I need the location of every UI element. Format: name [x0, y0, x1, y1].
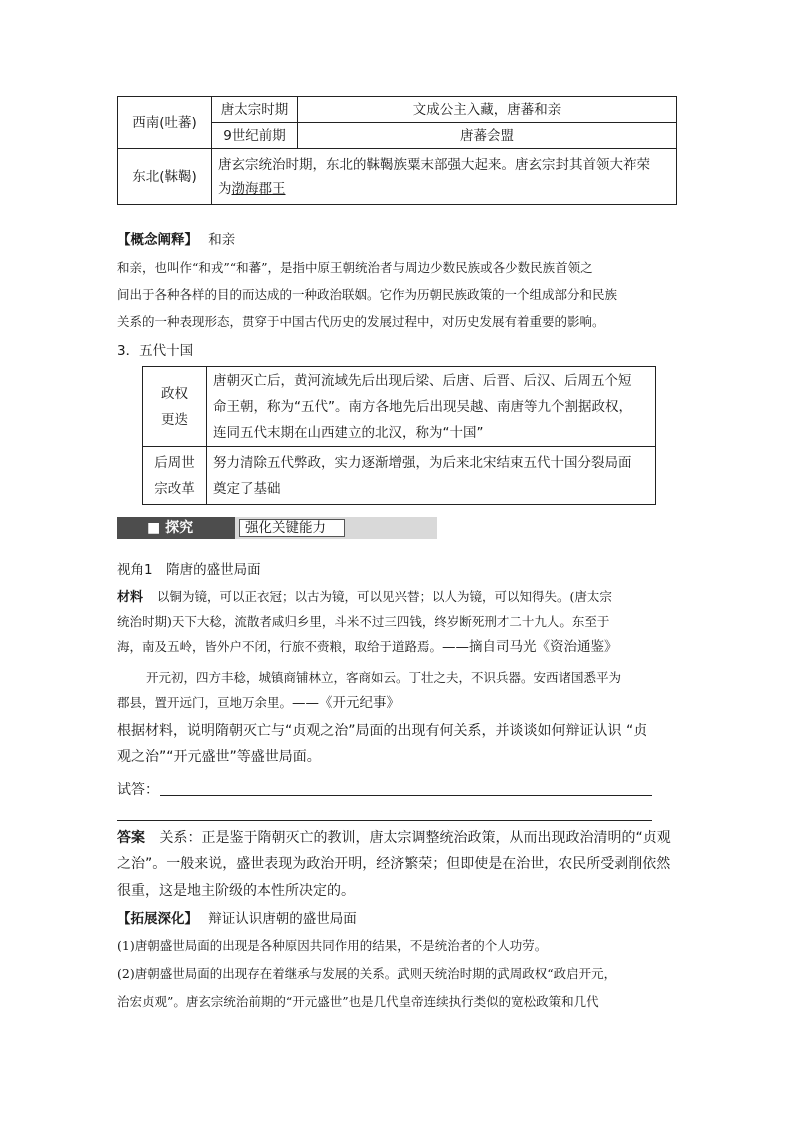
question-line: 根据材料，说明隋朝灭亡与“贞观之治”局面的出现有何关系，并谈谈如何辩证认识 “贞 [117, 723, 648, 739]
label-cell [143, 367, 207, 447]
table-row [118, 149, 677, 205]
table-row [118, 97, 677, 123]
concept-line: 间出于各种各样的目的而达成的一种政治联姻。它作为历朝民族政策的一个组成部分和民族 [117, 287, 618, 302]
content-cell [207, 367, 656, 447]
label-cell [143, 447, 207, 505]
extension-item: (2)唐朝盛世局面的出现存在着继承与发展的关系。武则天统治时期的武周政权“政启开元， [117, 966, 617, 981]
extension-label: 【拓展深化】 [117, 911, 198, 927]
source-text: ——摘自司马光《资治通鉴》 [442, 639, 618, 655]
material-label: 材料 [117, 590, 144, 605]
content-line: 奠定了基础 [213, 480, 281, 497]
concept-label: 【概念阐释】 [117, 232, 198, 248]
answer-try-label: 试答： [117, 782, 159, 798]
extension-heading [117, 908, 357, 930]
relations-table [117, 96, 677, 205]
content-cell [207, 447, 656, 505]
content-line: 命王朝，称为“五代”。南方各地先后出现吴越、南唐等九个割据政权， [213, 398, 632, 415]
label-text: 更迭 [161, 411, 188, 428]
material-text: 海，南及五岭，皆外户不闭，行旅不赍粮，取给于道路焉。 [117, 639, 443, 654]
table-row [143, 447, 656, 505]
material-line [117, 585, 612, 610]
answer-line: 很重，这是地主阶级的本性所决定的。 [117, 883, 355, 899]
event-cell: 文成公主入藏，唐蕃和亲 [298, 97, 677, 123]
region-cell: 西南(吐蕃) [118, 97, 212, 149]
material-text: 郡县，置开远门，亘地万余里。 [117, 695, 293, 710]
period-cell: 唐太宗时期 [212, 97, 298, 123]
question-line: 观之治”“开元盛世”等盛世局面。 [117, 749, 321, 765]
extension-item: 治宏贞观”。唐玄宗统治前期的“开元盛世”也是几代皇帝连续执行类似的宽松政策和几代 [117, 994, 599, 1009]
period-cell: 9世纪前期 [212, 123, 298, 149]
bohai-link: 渤海郡王 [231, 180, 286, 197]
extension-item: (1)唐朝盛世局面的出现是各种原因共同作用的结果，不是统治者的个人功劳。 [117, 938, 548, 953]
label-text: 政权 [161, 385, 188, 402]
view-heading: 视角1 隋唐的盛世局面 [117, 562, 261, 578]
answer-line[interactable] [160, 795, 652, 796]
banner-tag: ■ 探究 [147, 520, 194, 536]
section-heading: 3．五代十国 [117, 343, 194, 359]
material-line [117, 635, 618, 659]
material-line: 统治时期)天下大稔，流散者咸归乡里，斗米不过三四钱，终岁断死刑才二十九人。东至于 [117, 614, 610, 629]
answer-line[interactable] [117, 820, 652, 821]
concept-line: 关系的一种表现形态，贯穿于中国古代历史的发展过程中，对历史发展有着重要的影响。 [117, 314, 605, 329]
desc-line: 唐玄宗统治时期，东北的靺鞨族粟末部强大起来。唐玄宗封其首领大祚荣 [218, 156, 650, 173]
desc-text: 为 [218, 180, 232, 197]
source-text: ——《开元纪事》 [292, 695, 401, 711]
content-line: 唐朝灭亡后，黄河流域先后出现后梁、后唐、后晋、后汉、后周五个短 [213, 372, 632, 389]
material-line: 开元初，四方丰稔，城镇商铺林立，客商如云。丁壮之夫，不识兵器。安西诸国悉平为 [146, 670, 622, 685]
concept-term: 和亲 [208, 232, 236, 248]
desc-cell [212, 149, 677, 205]
answer-label: 答案 [117, 830, 145, 846]
extension-title: 辩证认识唐朝的盛世局面 [208, 911, 357, 927]
section-banner [117, 517, 437, 539]
material-text: 以铜为镜，可以正衣冠；以古为镜，可以见兴替；以人为镜，可以知得失。(唐太宗 [157, 589, 612, 604]
concept-line: 和亲，也叫作“和戎”“和蕃”，是指中原王朝统治者与周边少数民族或各少数民族首领之 [117, 260, 593, 275]
region-cell: 东北(靺鞨) [118, 149, 212, 205]
content-line: 连同五代末期在山西建立的北汉，称为“十国” [213, 424, 484, 441]
content-line: 努力清除五代弊政，实力逐渐增强，为后来北宋结束五代十国分裂局面 [213, 454, 632, 471]
answer-line-1 [117, 826, 671, 851]
desc-line [218, 177, 670, 201]
label-text: 宗改革 [154, 480, 195, 497]
material-line [117, 691, 400, 715]
event-cell: 唐蕃会盟 [298, 123, 677, 149]
concept-heading [117, 229, 235, 251]
answer-text: 关系：正是鉴于隋朝灭亡的教训，唐太宗调整统治政策，从而出现政治清明的“贞观 [159, 830, 671, 846]
wudai-table [142, 366, 656, 505]
label-text: 后周世 [154, 454, 195, 471]
answer-line: 之治”。一般来说，盛世表现为政治开明，经济繁荣；但即使是在治世，农民所受剥削依然 [117, 856, 671, 872]
table-row [143, 367, 656, 447]
banner-title: 强化关键能力 [245, 520, 326, 536]
